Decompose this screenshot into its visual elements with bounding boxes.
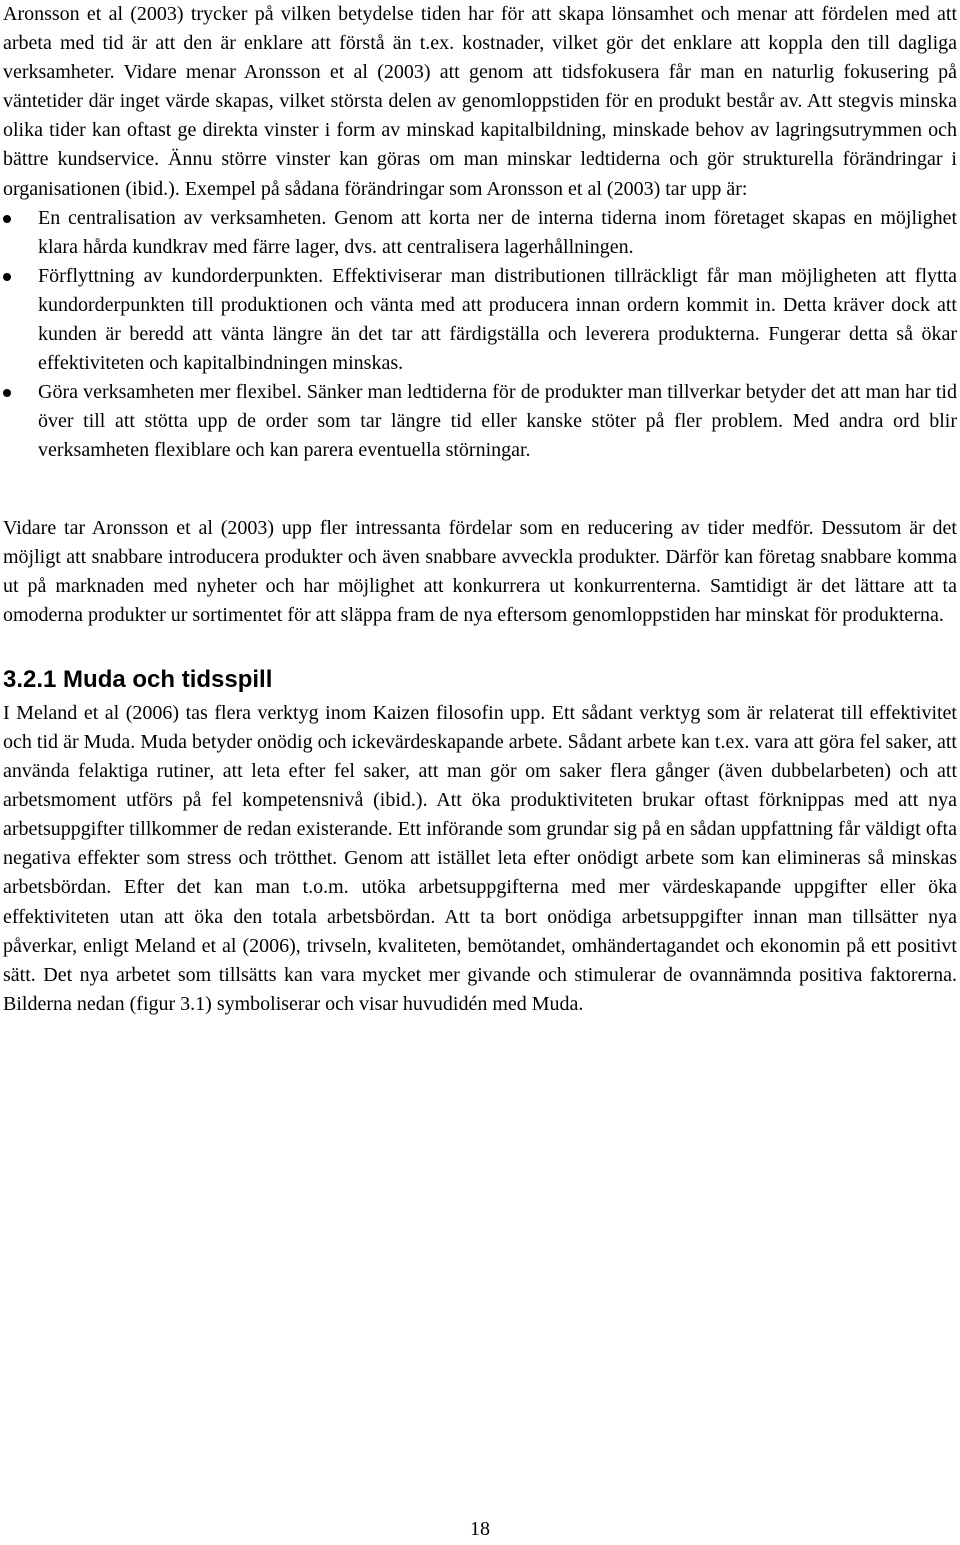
- paragraph-muda: I Meland et al (2006) tas flera verktyg inom Kaizen filosofin upp. Ett sådant verktyg som är relaterat till effektivitet och tid är Muda. Muda betyder onödig och ickevärdeskapande arbete. Sådant arbete kan t.ex. vara att göra fel saker, att använda felaktiga rutiner, att leta efter fel saker, att man gör om saker flera gånger (även dubbelarbeten) och att arbetsmoment utförs på fel kompetensnivå (ibid.). Att öka produktiviteten brukar oftast förknippas med att nya arbetsuppgifter tillkommer de redan existerande. Ett införande som grundar sig på en sådan uppfattning får väldigt ofta negativa effekter som stress och trötthet. Genom att istället leta efter onödigt arbete som kan elimineras så minskas arbetsbördan. Efter det kan man t.o.m. utöka arbetsuppgifterna med mer värdeskapande uppgifter eller öka effektiviteten utan att öka den totala arbetsbördan. Att ta bort onödiga arbetsuppgifter innan man tillsätter nya påverkar, enligt Meland et al (2006), trivseln, kvaliteten, bemötandet, omhändertagandet och ekonomin på ett positivt sätt. Det nya arbetet som tillsätts kan vara mycket mer givande och stimulerar de ovannämnda positiva faktorerna. Bilderna nedan (figur 3.1) symboliserar och visar huvudidén med Muda.: [3, 701, 957, 1015]
- list-item: [3, 204, 957, 262]
- bullet-list: [3, 204, 957, 466]
- list-item: [3, 378, 957, 465]
- list-item: [3, 262, 957, 378]
- page-number: 18: [470, 1518, 490, 1540]
- bullet-icon: [3, 389, 11, 397]
- list-item-text: Förflyttning av kundorderpunkten. Effektiviserar man distributionen tillräckligt får man möjligheten att flytta kundorderpunkten till produktionen och vänta med att producera innan ordern kommit in. Detta kräver dock att kunden är beredd att vänta längre än det tar att färdigställa och leverera produkterna. Fungerar detta så ökar effektiviteten och kapitalbindningen minskas.: [38, 264, 957, 375]
- paragraph-aronsson-intro: Aronsson et al (2003) trycker på vilken betydelse tiden har för att skapa lönsamhet och menar att fördelen med att arbeta med tid är att den är enklare att förstå än t.ex. kostnader, vilket gör det enklare att koppla den till dagliga verksamheter. Vidare menar Aronsson et al (2003) att genom att tidsfokusera får man en naturlig fokusering på väntetider där inget värde skapas, vilket största delen av genomloppstiden för en produkt består av. Att stegvis minska olika tider kan oftast ge direkta vinster i form av minskad kapitalbildning, minskade behov av lagringsutrymmen och bättre kundservice. Ännu större vinster kan göras om man minskar ledtiderna och gör strukturella förändringar i organisationen (ibid.). Exempel på sådana förändringar som Aronsson et al (2003) tar upp är:: [3, 3, 957, 200]
- bullet-icon: [3, 273, 11, 281]
- spacer: [3, 466, 957, 514]
- paragraph-reduced-times: Vidare tar Aronsson et al (2003) upp fler intressanta fördelar som en reducering av tider medför. Dessutom är det möjligt att snabbare introducera produkter och även snabbare avveckla produkter. Därför kan företag snabbare komma ut på marknaden med nyheter och har möjlighet att konkurrera ut konkurrenterna. Samtidigt är det lättare att ta omoderna produkter ur sortimentet för att släppa fram de nya eftersom genomloppstiden har minskat för produkterna.: [3, 516, 957, 626]
- list-item-text: Göra verksamheten mer flexibel. Sänker man ledtiderna för de produkter man tillverkar betyder det att man har tid över till att stötta upp de order som tar längre tid eller kanske stöter på fler problem. Med andra ord blir verksamheten flexiblare och kan parera eventuella störningar.: [38, 381, 957, 462]
- document-page: [3, 0, 957, 1019]
- section-heading: 3.2.1 Muda och tidsspill: [3, 665, 273, 693]
- bullet-icon: [3, 215, 11, 223]
- list-item-text: En centralisation av verksamheten. Genom att korta ner de interna tiderna inom företaget skapas en möjlighet klara hårda kundkrav med färre lager, dvs. att centralisera lagerhållningen.: [38, 206, 957, 258]
